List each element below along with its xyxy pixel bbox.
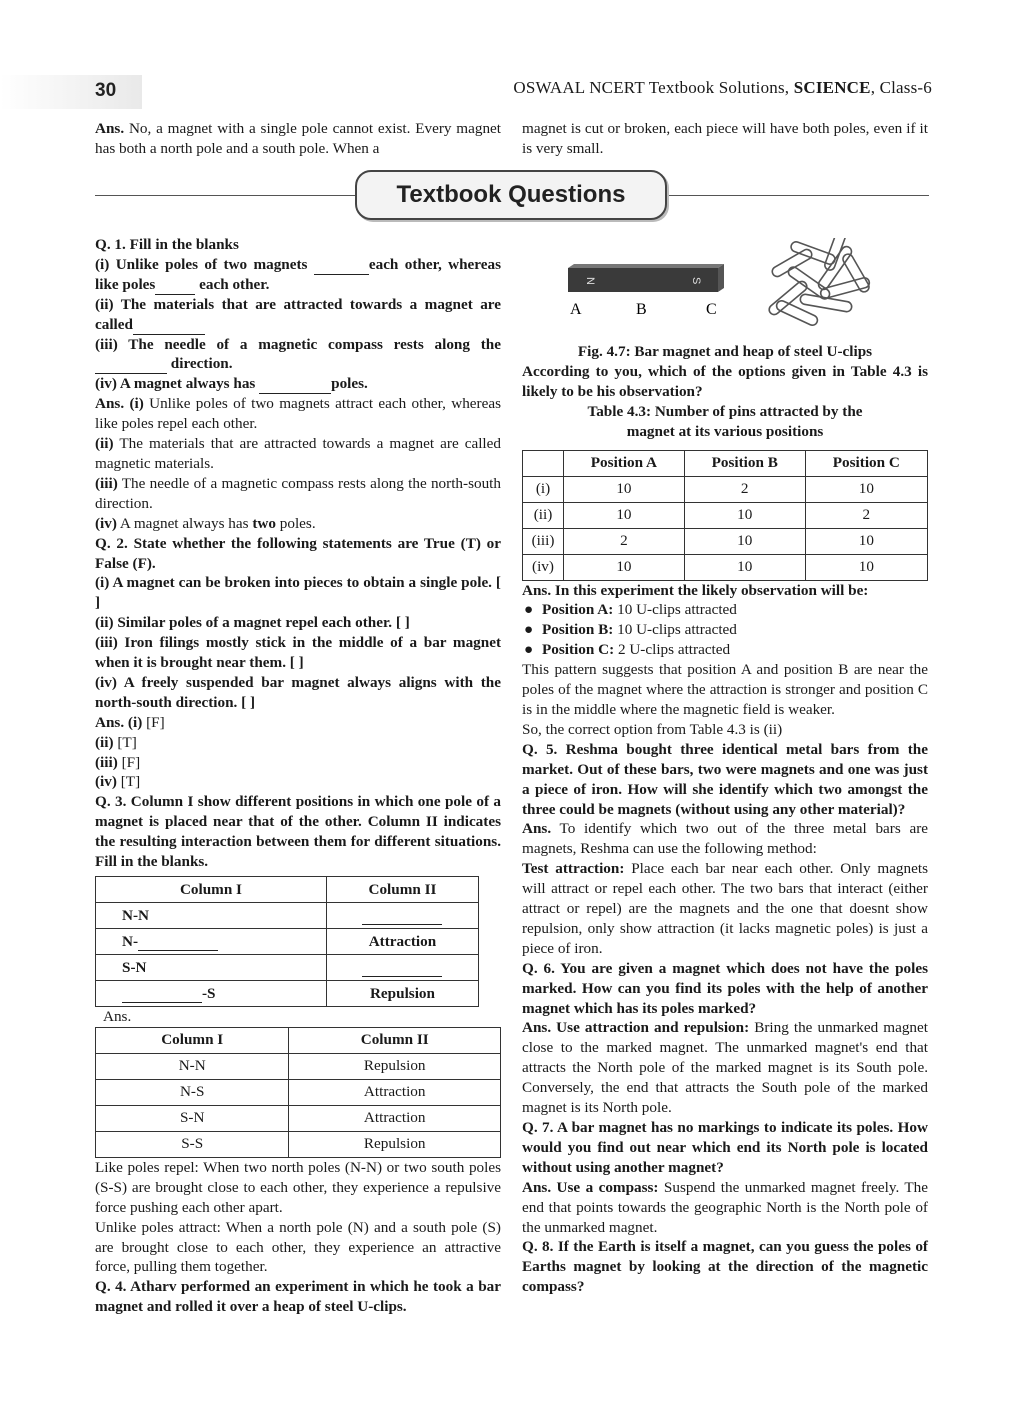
q2-ans-iv [95, 772, 501, 792]
q3-explain-2: Unlike poles attract: When a north pole (N) and a south pole (S) are brought close to each other, they experience an attractive force, pulling them together. [95, 1218, 501, 1276]
q1-iv [95, 374, 501, 394]
table-header: Column II [289, 1027, 501, 1053]
bullet-icon: ● [524, 621, 534, 639]
q5-test-text: Place each bar near each other. Only magnets will attract or repel each other. The two bars that interact (either attract or repel) are the magnets and the one that doesnt show repulsion, only show attraction (it lacks magnetic poles) is just a piece of iron. [522, 860, 928, 957]
q2-ans-iv-text: [T] [116, 773, 141, 791]
q2-i: (i) A magnet can be broken into pieces to obtain a single pole. [ ] [95, 574, 501, 612]
table-cell [96, 929, 327, 955]
table-row [96, 1105, 501, 1131]
u-clip [775, 299, 819, 327]
table-header-row [96, 877, 479, 903]
table-cell: (ii) [523, 502, 564, 528]
magnet-figure [560, 238, 920, 338]
intro-left-text: No, a magnet with a single pole cannot exist. Every magnet has both a north pole and a south pole. When a [95, 120, 501, 157]
q1-i-text-a: (i) Unlike poles of two magnets [95, 255, 314, 273]
intro-right-text: magnet is cut or broken, each piece will have both poles, even if it is very small. [522, 120, 928, 157]
q1-ii [95, 295, 501, 335]
q7-ans-text: Suspend the unmarked magnet freely. The end that points towards the geographic North is the North pole of the unmarked magnet. [522, 1178, 928, 1236]
blank [138, 936, 218, 951]
table-cell: Attraction [326, 929, 478, 955]
blank [155, 280, 195, 295]
q1-iv-text-b: poles. [331, 375, 368, 393]
running-title-subject: SCIENCE [793, 78, 871, 97]
table-header [523, 450, 564, 476]
ans-label: Ans. (i) [95, 395, 144, 413]
table-row [523, 528, 928, 554]
table-header: Column I [96, 877, 327, 903]
table-cell: 10 [564, 476, 685, 502]
table-cell: 10 [805, 476, 927, 502]
table-header: Position A [564, 450, 685, 476]
bullet-text: 2 U-clips attracted [614, 641, 731, 659]
table-row [96, 981, 479, 1007]
blank [314, 260, 369, 275]
q7-title: Q. 7. A bar magnet has no markings to indicate its poles. How would you find out near which end its North pole is located without using another magnet? [522, 1119, 928, 1176]
table-row [96, 1131, 501, 1157]
table-cell: 10 [564, 554, 685, 580]
q1-ans-iii-text: The needle of a magnetic compass rests along the north-south direction. [95, 474, 501, 512]
table-cell: S-N [96, 955, 327, 981]
running-title [513, 78, 932, 98]
table-cell: 2 [564, 528, 685, 554]
ans-label: Ans. [522, 820, 552, 838]
q4-ans-title: Ans. In this experiment the likely observation will be: [522, 581, 869, 599]
section-banner: Textbook Questions [355, 170, 667, 220]
q2-ans-i [95, 713, 501, 733]
q4-explain: This pattern suggests that position A and position B are near the poles of the magnet where the attraction is stronger and position C is in the middle where the magnetic field is weaker. [522, 661, 928, 718]
q4-title: Q. 4. Atharv performed an experiment in which he took a bar magnet and rolled it over a heap of steel U-clips. [95, 1278, 501, 1316]
table-cell: 10 [684, 554, 805, 580]
blank [133, 320, 205, 335]
table-caption-2: magnet at its various positions [626, 422, 824, 440]
table-cell: 2 [805, 502, 927, 528]
q1-i-text-c: each other. [195, 275, 270, 293]
table-cell: (iv) [523, 554, 564, 580]
blank [95, 359, 167, 374]
q4-bullet-a [522, 600, 928, 620]
q2-ans-ii [95, 733, 501, 753]
q4-bullet-b [522, 620, 928, 640]
q1-iii-text-a: (iii) The needle of a magnetic compass rests along the [95, 335, 501, 353]
ans-item-label: (ii) [95, 733, 114, 751]
q2-title: Q. 2. State whether the following statements are True (T) or False (F). [95, 534, 501, 572]
position-c-label: C [706, 301, 717, 318]
table-row [96, 929, 479, 955]
q5-test [522, 859, 928, 959]
u-clip [770, 248, 813, 279]
q1-i-text-b: each other, whereas like poles [95, 255, 501, 293]
table-cell: N-N [96, 1053, 289, 1079]
blank [362, 910, 442, 925]
table-header: Position C [805, 450, 927, 476]
q1-ans-ii-text: The materials that are attracted towards a magnet are called magnetic materials. [95, 435, 501, 472]
q1-ans-i [95, 394, 501, 434]
page-number-badge [0, 75, 142, 109]
table-row [96, 903, 479, 929]
q4-continued: According to you, which of the options given in Table 4.3 is likely to be his observation? [522, 362, 928, 400]
ans-item-label: (iv) [95, 514, 117, 532]
test-label: Test attraction: [522, 860, 625, 878]
table-row [523, 476, 928, 502]
blank [122, 988, 202, 1003]
table-cell: N-S [96, 1079, 289, 1105]
left-column [95, 235, 501, 1317]
table-cell: Repulsion [326, 981, 478, 1007]
table-cell: 10 [805, 528, 927, 554]
right-column [522, 342, 928, 1297]
table-row [96, 1053, 501, 1079]
q6-ans-text: Bring the unmarked magnet close to the marked magnet. The unmarked magnet's end that attracts the North pole of the marked magnet is its South pole. Conversely, the end that attracts the South pole of the marked magnet is its North pole. [522, 1019, 928, 1117]
bullet-label: Position B: [542, 621, 614, 639]
ans-item-label: (iii) [95, 753, 118, 771]
table-cell [96, 981, 327, 1007]
q4-conclusion: So, the correct option from Table 4.3 is (ii) [522, 720, 783, 738]
table-header: Position B [684, 450, 805, 476]
banner-rule-left [95, 195, 357, 196]
q1-ans-iv [95, 514, 501, 534]
ans-label: Ans. Use attraction and repulsion: [522, 1019, 750, 1037]
q1-ans-iv-text: A magnet always has [116, 514, 253, 532]
table-cell: N-N [96, 903, 327, 929]
bar-magnet-side [718, 264, 724, 292]
bullet-icon: ● [524, 641, 534, 659]
q3-title: Q. 3. Column I show different positions in which one pole of a magnet is placed near that of the other. Column II indicates the resulting interaction between them for different situations. Fill in the blanks. [95, 793, 501, 871]
q1-ans-ii [95, 434, 501, 474]
table-header: Column II [326, 877, 478, 903]
bullet-label: Position C: [542, 641, 615, 659]
q1-ans-iv-emph: two [252, 514, 276, 532]
ans-label: Ans. Use a compass: [522, 1178, 659, 1196]
q1-ii-text: (ii) The materials that are attracted towards a magnet are called [95, 295, 501, 333]
table-cell: S-N [96, 1105, 289, 1131]
table-cell: 10 [684, 502, 805, 528]
q1-i [95, 255, 501, 295]
table-cell: 10 [684, 528, 805, 554]
table-row [523, 502, 928, 528]
table-cell: (iii) [523, 528, 564, 554]
table-header-row [523, 450, 928, 476]
ans-item-label: (iv) [95, 773, 117, 791]
q5-ans [522, 819, 928, 859]
ans-item-label: (ii) [95, 435, 114, 453]
q1-iii-text-b: direction. [167, 355, 233, 373]
u-clip [820, 277, 871, 300]
q3-question-table [95, 876, 479, 1007]
q2-ans-iii [95, 753, 501, 773]
q3-explain-1: Like poles repel: When two north poles (N-N) or two south poles (S-S) are brought close to each other, they experience a repulsive force pushing each other apart. [95, 1158, 501, 1216]
q6-title: Q. 6. You are given a magnet which does not have the poles marked. How can you find its poles with the help of another magnet which has its poles marked? [522, 959, 928, 1017]
q4-bullet-c [522, 640, 928, 660]
q1-ans-iv-end: poles. [275, 514, 316, 532]
fig-caption: Fig. 4.7: Bar magnet and heap of steel U-clips [577, 343, 873, 360]
ans-label: Ans. [95, 120, 125, 137]
q2-iii: (iii) Iron filings mostly stick in the middle of a bar magnet when it is brought near them. [ ] [95, 634, 501, 672]
q2-ii: (ii) Similar poles of a magnet repel each other. [ ] [95, 614, 410, 632]
q1-ans-iii [95, 474, 501, 514]
u-clips-heap [767, 238, 871, 327]
q3-ans-label: Ans. [103, 1008, 132, 1025]
banner-rule-right [663, 195, 929, 196]
q2-iv: (iv) A freely suspended bar magnet always aligns with the north-south direction. [ ] [95, 673, 501, 711]
table-cell [326, 955, 478, 981]
q5-ans-text: To identify which two out of the three metal bars are magnets, Reshma can use the following method: [522, 820, 928, 858]
table-cell: 10 [564, 502, 685, 528]
bullet-text: 10 U-clips attracted [613, 601, 737, 619]
intro-left [95, 119, 501, 159]
ans-label: Ans. (i) [95, 713, 143, 731]
blank [362, 962, 442, 977]
q2-ans-iii-text: [F] [117, 753, 141, 771]
q5-title: Q. 5. Reshma bought three identical metal bars from the market. Out of these bars, two were magnets and one was just a piece of iron. How will she identify which two amongst the three could be magnets (without using any other material)? [522, 740, 928, 818]
table-header: Column I [96, 1027, 289, 1053]
q2-ans-ii-text: [T] [113, 733, 137, 751]
table-cell: S-S [96, 1131, 289, 1157]
table-row [96, 955, 479, 981]
table-header-row [96, 1027, 501, 1053]
table-cell [326, 903, 478, 929]
u-clip [800, 294, 853, 313]
q2-ans-i-text: [F] [142, 713, 165, 731]
bar-magnet-top [568, 264, 724, 268]
table-cell: Repulsion [289, 1131, 501, 1157]
q1-title: Q. 1. Fill in the blanks [95, 236, 239, 253]
blank [259, 379, 331, 394]
table-cell: 2 [684, 476, 805, 502]
table-cell: Attraction [289, 1105, 501, 1131]
q3-answer-table [95, 1027, 501, 1158]
table-caption-1: Table 4.3: Number of pins attracted by the [587, 402, 863, 420]
q6-ans [522, 1018, 928, 1118]
table-row [96, 1079, 501, 1105]
table-cell: 10 [805, 554, 927, 580]
running-title-pre: OSWAAL NCERT Textbook Solutions, [513, 78, 794, 97]
position-a-label: A [570, 301, 582, 318]
magnet-n-label: N [584, 277, 596, 285]
table-row [523, 554, 928, 580]
table-cell: Repulsion [289, 1053, 501, 1079]
q7-ans [522, 1178, 928, 1238]
bullet-label: Position A: [542, 601, 614, 619]
q8-title: Q. 8. If the Earth is itself a magnet, can you guess the poles of Earths magnet by looking at the direction of the magnetic compass? [522, 1238, 928, 1296]
page-number: 30 [95, 80, 117, 101]
q1-iv-text-a: (iv) A magnet always has [95, 375, 260, 393]
table-cell: Attraction [289, 1079, 501, 1105]
q1-iii [95, 335, 501, 375]
position-b-label: B [636, 301, 647, 318]
bullet-text: 10 U-clips attracted [613, 621, 737, 639]
magnet-s-label: S [690, 277, 702, 285]
intro-right [522, 119, 928, 159]
bullet-icon: ● [524, 601, 534, 619]
positions-table [522, 450, 928, 581]
q1-ans-i-text: Unlike poles of two magnets attract each other, whereas like poles repel each other. [95, 395, 501, 433]
table-cell: (i) [523, 476, 564, 502]
table-cell-text: N- [122, 932, 139, 950]
ans-item-label: (iii) [95, 474, 118, 492]
table-cell-text: -S [202, 984, 216, 1002]
running-title-class: , Class-6 [870, 78, 932, 97]
